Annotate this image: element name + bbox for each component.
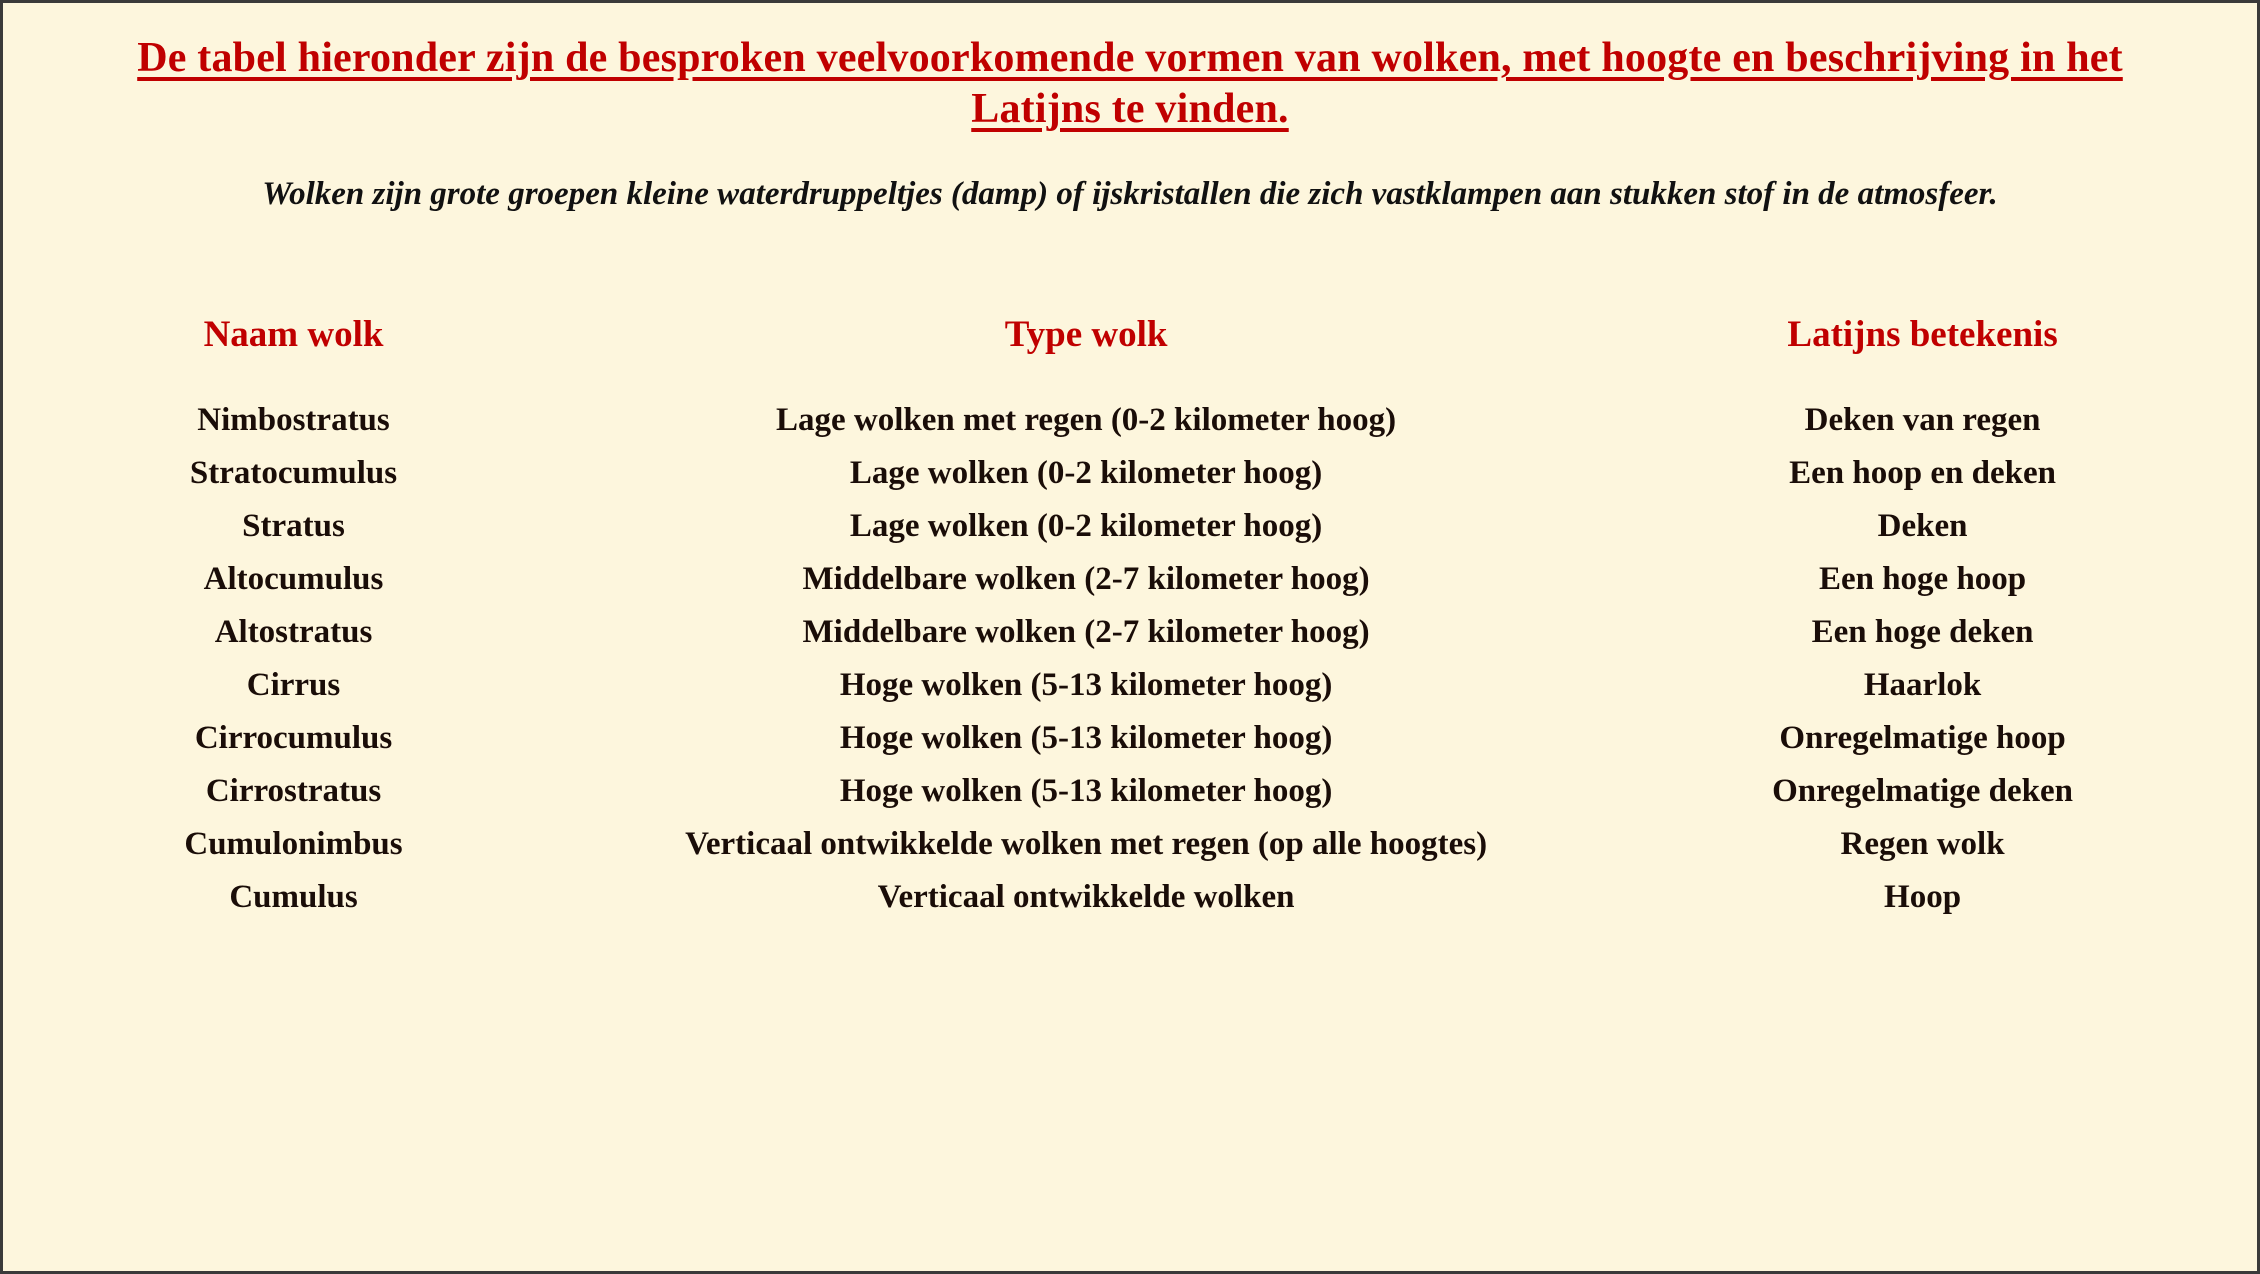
cell-cloud-name: Cumulonimbus bbox=[184, 826, 403, 863]
cell-cloud-type: Lage wolken (0-2 kilometer hoog) bbox=[849, 455, 1323, 492]
table-row bbox=[29, 394, 2231, 447]
column-header-cloud-name: Naam wolk bbox=[203, 314, 384, 356]
cell-cloud-type: Lage wolken (0-2 kilometer hoog) bbox=[849, 508, 1323, 545]
cell-cloud-type: Verticaal ontwikkelde wolken bbox=[877, 879, 1295, 916]
table-row bbox=[29, 871, 2231, 924]
cell-cloud-type: Verticaal ontwikkelde wolken met regen (op alle hoogtes) bbox=[685, 826, 1488, 863]
cell-latin-meaning: Een hoop en deken bbox=[1789, 455, 2056, 492]
cell-latin-meaning: Een hoge hoop bbox=[1818, 561, 2027, 598]
cell-cloud-name: Stratocumulus bbox=[189, 455, 398, 492]
intro-paragraph: Wolken zijn grote groepen kleine waterdruppeltjes (damp) of ijskristallen die zich vastklampen aan stukken stof in de atmosfeer. bbox=[262, 176, 1998, 213]
cell-latin-meaning: Hoop bbox=[1884, 879, 1962, 916]
cell-latin-meaning: Onregelmatige hoop bbox=[1779, 720, 2066, 757]
cell-latin-meaning: Deken bbox=[1877, 508, 1968, 545]
cell-latin-meaning: Regen wolk bbox=[1840, 826, 2005, 863]
table-row bbox=[29, 712, 2231, 765]
table-row bbox=[29, 606, 2231, 659]
cell-cloud-type: Middelbare wolken (2-7 kilometer hoog) bbox=[802, 614, 1370, 651]
table-row bbox=[29, 818, 2231, 871]
cell-cloud-name: Altocumulus bbox=[203, 561, 384, 598]
cell-cloud-name: Cumulus bbox=[229, 879, 358, 916]
page-title: De tabel hieronder zijn de besproken veelvoorkomende vormen van wolken, met hoogte en beschrijving in het Latijns te vinden. bbox=[137, 35, 2123, 133]
table-header bbox=[29, 312, 2231, 394]
cell-cloud-type: Hoge wolken (5-13 kilometer hoog) bbox=[839, 720, 1333, 757]
cell-latin-meaning: Haarlok bbox=[1863, 667, 1982, 704]
cloud-types-table bbox=[29, 312, 2231, 924]
cell-cloud-name: Stratus bbox=[242, 508, 345, 545]
cell-cloud-type: Hoge wolken (5-13 kilometer hoog) bbox=[839, 773, 1333, 810]
cell-cloud-name: Altostratus bbox=[214, 614, 373, 651]
column-header-latin-meaning: Latijns betekenis bbox=[1787, 314, 2058, 356]
table-header-row bbox=[29, 312, 2231, 394]
cell-latin-meaning: Onregelmatige deken bbox=[1772, 773, 2074, 810]
cell-cloud-name: Nimbostratus bbox=[197, 402, 390, 439]
table-row bbox=[29, 659, 2231, 712]
table-row bbox=[29, 553, 2231, 606]
table-row bbox=[29, 765, 2231, 818]
cell-latin-meaning: Deken van regen bbox=[1804, 402, 2041, 439]
cell-cloud-type: Middelbare wolken (2-7 kilometer hoog) bbox=[802, 561, 1370, 598]
cell-cloud-name: Cirrostratus bbox=[205, 773, 382, 810]
column-header-cloud-type: Type wolk bbox=[1004, 314, 1168, 356]
cell-cloud-name: Cirrocumulus bbox=[194, 720, 393, 757]
cell-latin-meaning: Een hoge deken bbox=[1811, 614, 2034, 651]
table-row bbox=[29, 447, 2231, 500]
table-body bbox=[29, 394, 2231, 924]
table-row bbox=[29, 500, 2231, 553]
cell-cloud-name: Cirrus bbox=[246, 667, 341, 704]
cell-cloud-type: Hoge wolken (5-13 kilometer hoog) bbox=[839, 667, 1333, 704]
cell-cloud-type: Lage wolken met regen (0-2 kilometer hoog) bbox=[775, 402, 1397, 439]
